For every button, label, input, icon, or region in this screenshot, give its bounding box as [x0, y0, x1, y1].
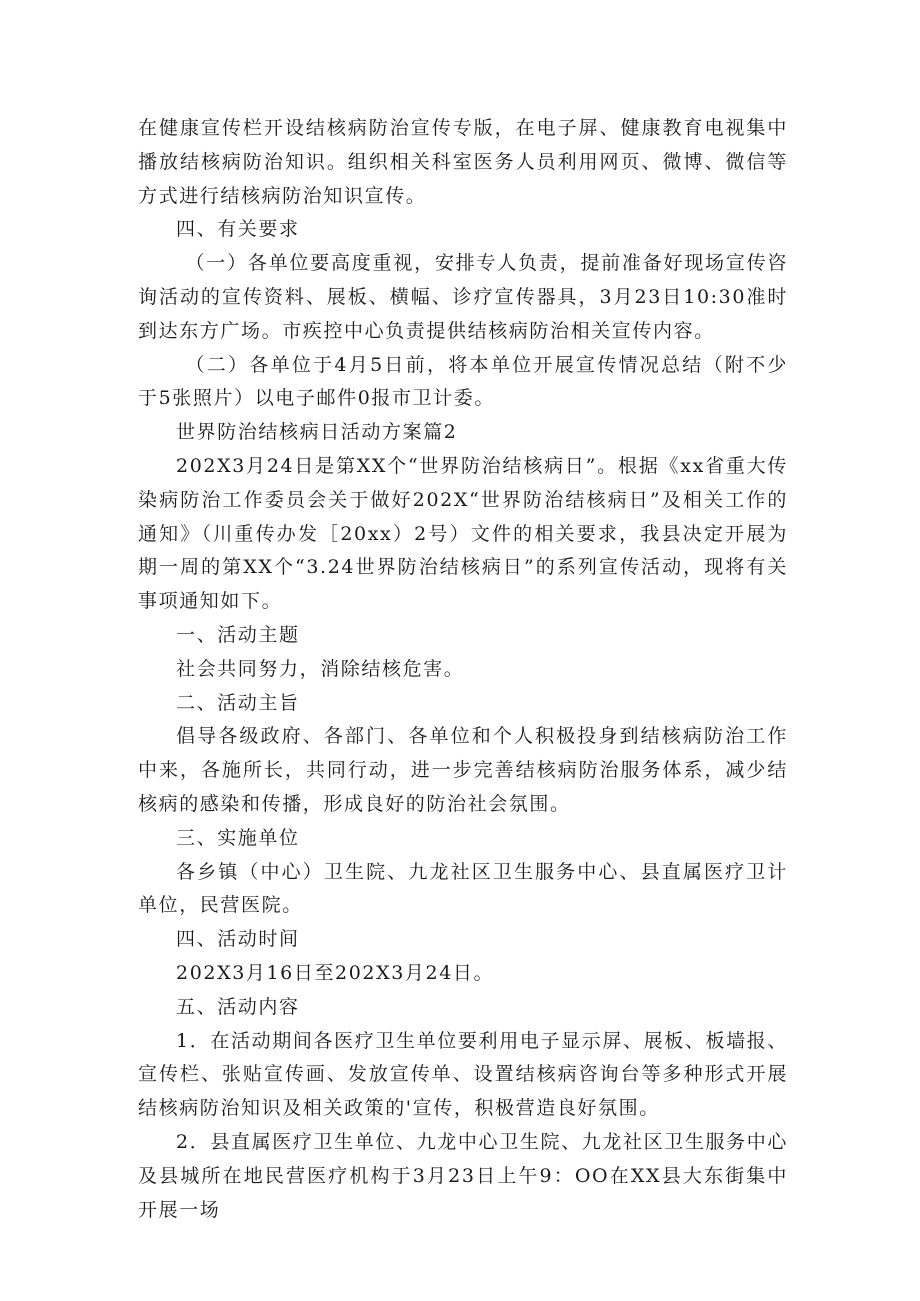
paragraph-requirement-1: （一）各单位要高度重视，安排专人负责，提前准备好现场宣传咨询活动的宣传资料、展板、横幅、诊疗宣传器具，3月23日10:30准时到达东方广场。市疾控中心负责提供结核病防治相关宣传内容。	[138, 252, 788, 342]
paragraph-purpose: 倡导各级政府、各部门、各单位和个人积极投身到结核病防治工作中来，各施所长，共同行动，进一步完善结核病防治服务体系，减少结核病的感染和传播，形成良好的防治社会氛围。	[138, 725, 788, 815]
paragraph-units: 各乡镇（中心）卫生院、九龙社区卫生服务中心、县直属医疗卫计单位，民营医院。	[138, 860, 788, 917]
paragraph-theme: 社会共同努力，消除结核危害。	[176, 657, 465, 680]
paragraph-time: 202X3月16日至202X3月24日。	[176, 961, 495, 984]
paragraph-health-column: 在健康宣传栏开设结核病防治宣传专版，在电子屏、健康教育电视集中播放结核病防治知识。组织相关科室医务人员利用网页、微博、微信等方式进行结核病防治知识宣传。	[138, 117, 788, 207]
heading-units: 三、实施单位	[176, 826, 300, 849]
heading-requirements: 四、有关要求	[176, 218, 300, 241]
heading-content: 五、活动内容	[176, 995, 300, 1018]
section-title-plan-2: 世界防治结核病日活动方案篇2	[176, 421, 458, 444]
paragraph-content-2: 2．县直属医疗卫生单位、九龙中心卫生院、九龙社区卫生服务中心及县城所在地民营医疗机构于3月23日上午9：OO在XX县大东街集中开展一场	[138, 1130, 788, 1221]
heading-purpose: 二、活动主旨	[176, 691, 300, 714]
paragraph-requirement-2: （二）各单位于4月5日前，将本单位开展宣传情况总结（附不少于5张照片）以电子邮件0报市卫计委。	[138, 353, 788, 410]
heading-time: 四、活动时间	[176, 928, 300, 951]
paragraph-intro: 202X3月24日是第XX个“世界防治结核病日”。根据《xx省重大传染病防治工作委员会关于做好202X“世界防治结核病日”及相关工作的通知》（川重传办发［20xx）2号）文件的相关要求，我县决定开展为期一周的第XX个“3.24世界防治结核病日”的系列宣传活动，现将有关事项通知如下。	[138, 454, 788, 613]
paragraph-content-1: 1．在活动期间各医疗卫生单位要利用电子显示屏、展板、板墙报、宣传栏、张贴宣传画、发放宣传单、设置结核病咨询台等多种形式开展结核病防治知识及相关政策的'宣传，积极营造良好氛围。	[138, 1029, 788, 1120]
heading-theme: 一、活动主题	[176, 623, 300, 646]
